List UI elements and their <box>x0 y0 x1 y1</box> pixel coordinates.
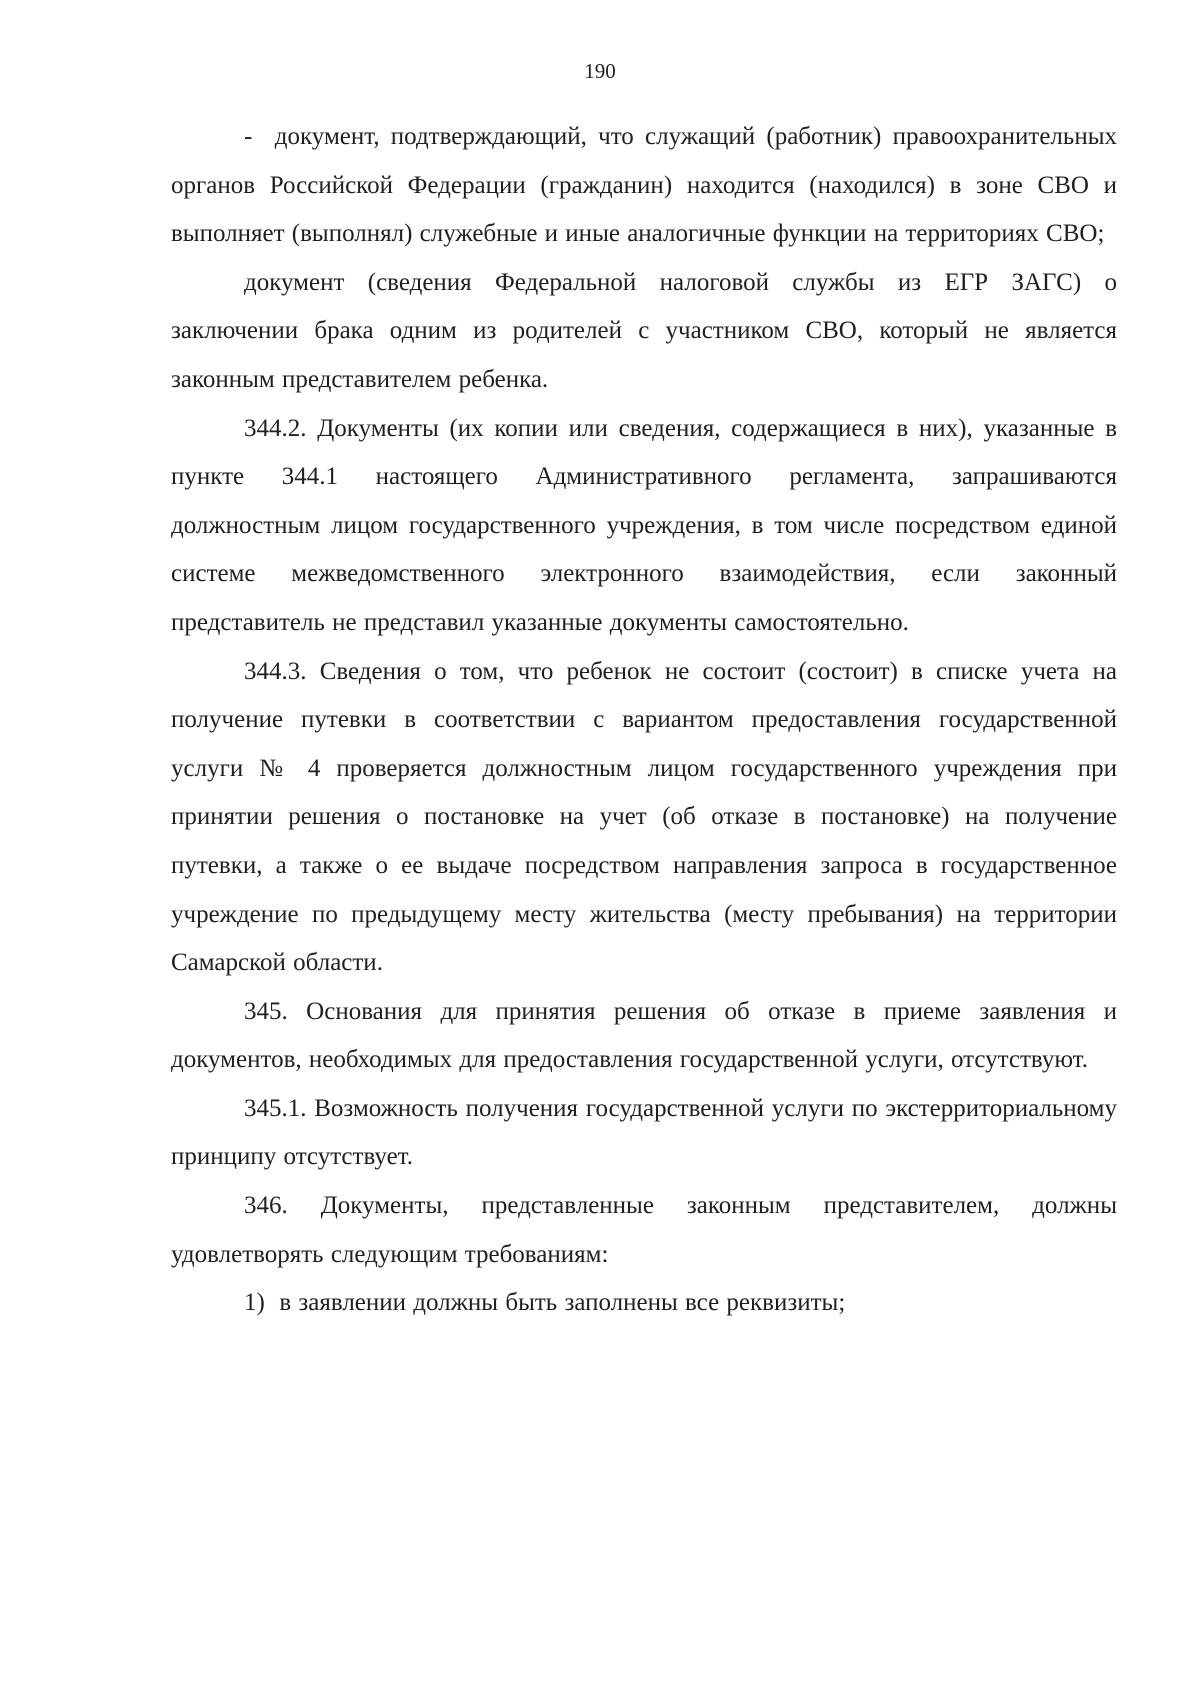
paragraph-document-sbo-zone: - документ, подтверждающий, что служащий (работник) правоохранительных органов Российской Федерации (гражданин) находится (находился) в зоне СВО и выполняет (выполнял) служебные и иные аналогичные функции на территориях СВО; <box>171 123 1117 248</box>
paragraph-requirement-1: 1) в заявлении должны быть заполнены все реквизиты; <box>244 1289 846 1317</box>
paragraph-345: 345. Основания для принятия решения об отказе в приеме заявления и документов, необходимых для предоставления государственной услуги, отсутствуют. <box>171 997 1117 1074</box>
page-number: 190 <box>584 59 616 83</box>
document-body <box>171 113 1117 1328</box>
paragraph-344-3: 344.3. Сведения о том, что ребенок не состоит (состоит) в списке учета на получение путевки в соответствии с вариантом предоставления государственной услуги № 4 проверяется должностным лицом государственного учреждения при принятии решения о постановке на учет (об отказе в постановке) на получение путевки, а также о ее выдаче посредством направления запроса в государственное учреждение по предыдущему месту жительства (месту пребывания) на территории Самарской области. <box>171 657 1117 977</box>
paragraph-document-marriage: документ (сведения Федеральной налоговой службы из ЕГР ЗАГС) о заключении брака одним из родителей с участником СВО, который не является законным представителем ребенка. <box>171 268 1117 393</box>
paragraph-345-1: 345.1. Возможность получения государственной услуги по экстерриториальному принципу отсутствует. <box>171 1094 1117 1171</box>
paragraph-346: 346. Документы, представленные законным представителем, должны удовлетворять следующим требованиям: <box>171 1192 1117 1268</box>
paragraph-344-2: 344.2. Документы (их копии или сведения, содержащиеся в них), указанные в пункте 344.1 настоящего Административного регламента, запрашиваются должностным лицом государственного учреждения, в том числе посредством единой системе межведомственного электронного взаимодействия, если законный представитель не представил указанные документы самостоятельно. <box>171 414 1117 636</box>
